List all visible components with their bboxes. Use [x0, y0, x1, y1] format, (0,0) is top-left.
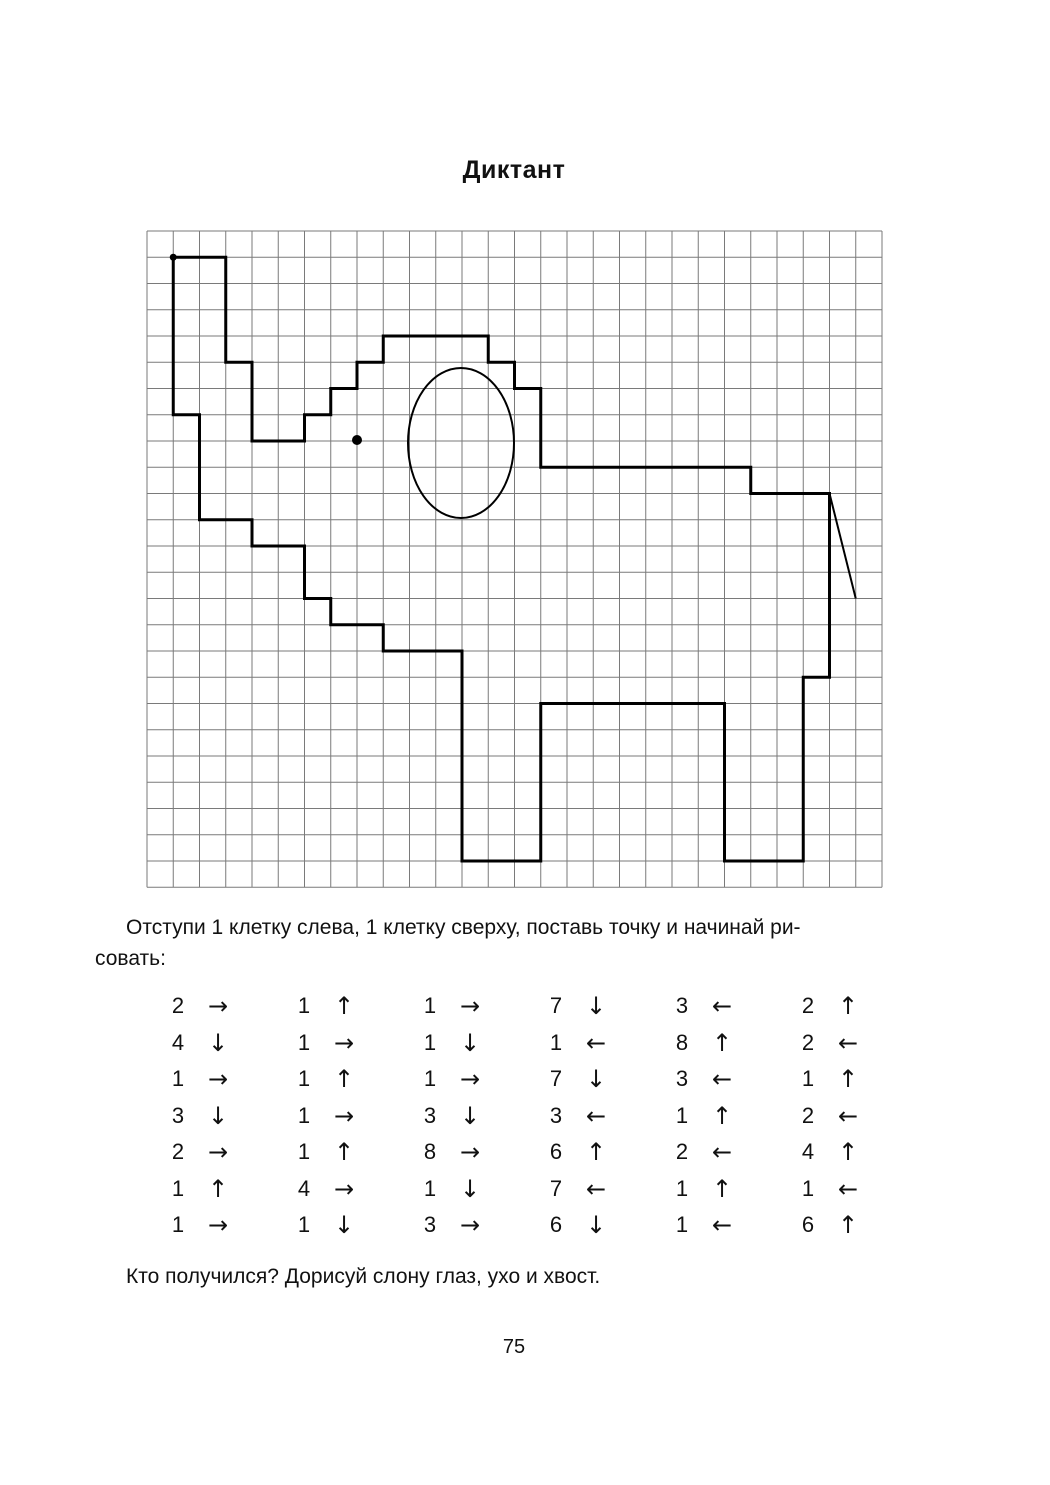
step-count: 4	[801, 1139, 815, 1164]
arrow-right-icon: →	[207, 1065, 229, 1093]
instruction-line-1: Отступи 1 клетку слева, 1 клетку сверху, поставь точку и начинай ри-	[126, 916, 801, 939]
arrow-up-icon: ↑	[333, 1065, 355, 1093]
arrow-down-icon: ↓	[585, 1211, 607, 1239]
step-count: 1	[297, 1029, 311, 1055]
step-count: 8	[675, 1029, 689, 1055]
arrow-right-icon: →	[333, 1174, 355, 1203]
arrow-up-icon: ↑	[837, 1138, 859, 1166]
page-title: Диктант	[462, 156, 566, 184]
step-item	[667, 1134, 747, 1170]
step-count: 8	[423, 1139, 437, 1164]
step-count: 1	[297, 1066, 311, 1091]
arrow-left-icon: ←	[585, 1028, 607, 1057]
step-count: 4	[297, 1175, 311, 1201]
step-item	[793, 1134, 873, 1170]
step-item	[289, 1098, 369, 1134]
step-item	[163, 1171, 243, 1207]
step-item	[541, 1061, 621, 1097]
start-dot	[170, 254, 177, 261]
elephant-ear	[408, 368, 514, 518]
step-item	[667, 1171, 747, 1207]
step-count: 3	[171, 1102, 185, 1128]
step-count: 1	[801, 1175, 815, 1201]
arrow-left-icon: ←	[711, 1138, 733, 1166]
instruction-line-2: совать:	[95, 947, 166, 970]
step-item	[415, 1134, 495, 1170]
step-item	[793, 1025, 873, 1061]
step-count: 1	[171, 1175, 185, 1201]
step-count: 1	[801, 1066, 815, 1091]
arrow-up-icon: ↑	[333, 1138, 355, 1166]
step-count: 6	[549, 1212, 563, 1237]
page-number: 75	[502, 1336, 526, 1358]
step-item	[289, 1025, 369, 1061]
step-count: 3	[423, 1212, 437, 1237]
arrow-up-icon: ↑	[333, 992, 355, 1020]
step-count: 1	[297, 1139, 311, 1164]
step-count: 7	[549, 1175, 563, 1201]
arrow-down-icon: ↓	[459, 1174, 481, 1203]
arrow-right-icon: →	[333, 1028, 355, 1057]
arrow-down-icon: ↓	[207, 1028, 229, 1057]
step-item	[163, 1025, 243, 1061]
arrow-right-icon: →	[459, 1211, 481, 1239]
arrow-up-icon: ↑	[711, 1174, 733, 1203]
step-item	[541, 1025, 621, 1061]
step-item	[415, 1098, 495, 1134]
arrow-up-icon: ↑	[207, 1174, 229, 1203]
step-item	[667, 1098, 747, 1134]
step-count: 1	[423, 993, 437, 1018]
step-item	[415, 1025, 495, 1061]
step-count: 1	[675, 1175, 689, 1201]
elephant-outline	[173, 257, 829, 861]
step-count: 1	[675, 1212, 689, 1237]
step-count: 3	[549, 1102, 563, 1128]
step-count: 2	[171, 1139, 185, 1164]
step-item	[793, 1207, 873, 1243]
step-count: 2	[801, 1102, 815, 1128]
step-item	[415, 1061, 495, 1097]
step-item	[793, 1171, 873, 1207]
step-item	[541, 988, 621, 1024]
step-item	[415, 1171, 495, 1207]
step-item	[667, 988, 747, 1024]
step-item	[667, 1025, 747, 1061]
step-item	[289, 988, 369, 1024]
step-count: 2	[801, 993, 815, 1018]
step-count: 3	[675, 993, 689, 1018]
step-count: 6	[801, 1212, 815, 1237]
arrow-left-icon: ←	[585, 1174, 607, 1203]
instruction-text	[95, 912, 945, 974]
arrow-down-icon: ↓	[459, 1028, 481, 1057]
arrow-down-icon: ↓	[585, 992, 607, 1020]
step-count: 1	[423, 1066, 437, 1091]
step-item	[163, 1207, 243, 1243]
step-count: 1	[549, 1029, 563, 1055]
arrow-down-icon: ↓	[207, 1101, 229, 1130]
arrow-right-icon: →	[459, 1065, 481, 1093]
step-item	[667, 1061, 747, 1097]
step-item	[793, 988, 873, 1024]
step-item	[289, 1061, 369, 1097]
arrow-up-icon: ↑	[711, 1028, 733, 1057]
step-item	[163, 1098, 243, 1134]
arrow-up-icon: ↑	[837, 1211, 859, 1239]
arrow-left-icon: ←	[837, 1101, 859, 1130]
arrow-right-icon: →	[333, 1101, 355, 1130]
step-item	[415, 1207, 495, 1243]
arrow-left-icon: ←	[585, 1101, 607, 1130]
grid-lines	[147, 231, 882, 887]
step-item	[163, 988, 243, 1024]
arrow-left-icon: ←	[837, 1028, 859, 1057]
arrow-down-icon: ↓	[459, 1101, 481, 1130]
arrow-right-icon: →	[207, 992, 229, 1020]
step-item	[415, 988, 495, 1024]
steps-table	[0, 988, 1050, 1248]
question-text: Кто получился? Дорисуй слону глаз, ухо и хвост.	[126, 1265, 601, 1288]
step-count: 1	[297, 1102, 311, 1128]
step-count: 3	[675, 1066, 689, 1091]
step-count: 7	[549, 993, 563, 1018]
step-count: 1	[297, 1212, 311, 1237]
arrow-down-icon: ↓	[333, 1211, 355, 1239]
step-count: 1	[171, 1066, 185, 1091]
step-item	[289, 1207, 369, 1243]
arrow-up-icon: ↑	[837, 992, 859, 1020]
step-item	[541, 1098, 621, 1134]
arrow-right-icon: →	[459, 992, 481, 1020]
step-count: 6	[549, 1139, 563, 1164]
arrow-right-icon: →	[207, 1211, 229, 1239]
arrow-up-icon: ↑	[837, 1065, 859, 1093]
step-item	[289, 1134, 369, 1170]
step-item	[793, 1061, 873, 1097]
step-item	[667, 1207, 747, 1243]
elephant-eye	[352, 435, 362, 445]
step-count: 2	[171, 993, 185, 1018]
arrow-right-icon: →	[207, 1138, 229, 1166]
step-item	[289, 1171, 369, 1207]
step-count: 7	[549, 1066, 563, 1091]
step-item	[541, 1207, 621, 1243]
step-count: 1	[675, 1102, 689, 1128]
arrow-right-icon: →	[459, 1138, 481, 1166]
step-count: 2	[675, 1139, 689, 1164]
step-count: 4	[171, 1029, 185, 1055]
step-count: 3	[423, 1102, 437, 1128]
step-count: 1	[423, 1029, 437, 1055]
arrow-up-icon: ↑	[711, 1101, 733, 1130]
step-item	[541, 1134, 621, 1170]
arrow-left-icon: ←	[711, 1065, 733, 1093]
step-item	[541, 1171, 621, 1207]
arrow-left-icon: ←	[711, 992, 733, 1020]
step-count: 1	[171, 1212, 185, 1237]
step-item	[163, 1061, 243, 1097]
step-item	[793, 1098, 873, 1134]
arrow-down-icon: ↓	[585, 1065, 607, 1093]
arrow-up-icon: ↑	[585, 1138, 607, 1166]
arrow-left-icon: ←	[837, 1174, 859, 1203]
step-item	[163, 1134, 243, 1170]
arrow-left-icon: ←	[711, 1211, 733, 1239]
step-count: 1	[423, 1175, 437, 1201]
step-count: 2	[801, 1029, 815, 1055]
step-count: 1	[297, 993, 311, 1018]
